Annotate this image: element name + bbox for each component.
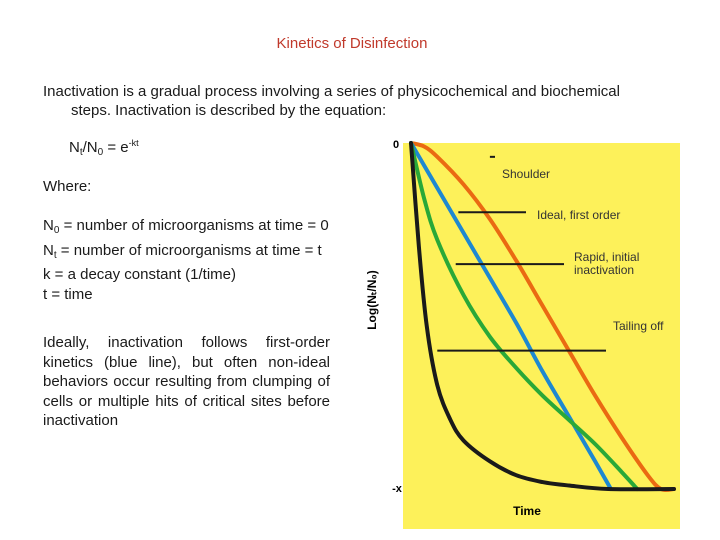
eq-t-sub: t bbox=[79, 147, 83, 158]
eq-n: N bbox=[69, 139, 80, 156]
nt-text: = number of microorganisms at time = t bbox=[56, 241, 322, 259]
annotation-label-2-line2: inactivation bbox=[574, 263, 635, 277]
n0-sub: 0 bbox=[53, 225, 60, 236]
intro-line-2: steps. Inactivation is described by the equation: bbox=[71, 102, 387, 119]
intro-line-1: Inactivation is a gradual process involving a series of physicochemical and biochemical bbox=[43, 83, 620, 100]
eq-exponent: -kt bbox=[128, 138, 139, 148]
eq-slash: /N bbox=[82, 139, 98, 156]
nt-sub: t bbox=[53, 249, 57, 261]
annotation-label-0: Shoulder bbox=[502, 167, 551, 181]
note-paragraph: Ideally, inactivation follows first-order kinetics (blue line), but often non-ideal behaviors occur resulting from clumping of cells or multiple hits of critical sites before inactivation bbox=[43, 334, 330, 429]
definition-t: t = time bbox=[43, 285, 93, 303]
eq-zero-sub: 0 bbox=[97, 147, 104, 158]
nt-symbol: N bbox=[43, 241, 54, 259]
annotation-label-3: Tailing off bbox=[613, 319, 664, 333]
x-axis-label: Time bbox=[513, 504, 541, 518]
annotation-label-1: Ideal, first order bbox=[537, 208, 621, 222]
y-tick-x: -x bbox=[392, 483, 402, 495]
n0-symbol: N bbox=[43, 217, 54, 234]
eq-equals: = e bbox=[103, 139, 129, 156]
n0-text: = number of microorganisms at time = 0 bbox=[59, 217, 329, 234]
definition-k: k = a decay constant (1/time) bbox=[43, 266, 237, 283]
slide-title: Kinetics of Disinfection bbox=[276, 35, 428, 52]
y-axis-label: Log(Nₜ/N₀) bbox=[365, 270, 379, 330]
where-label: Where: bbox=[43, 178, 92, 195]
y-tick-zero: 0 bbox=[392, 139, 400, 151]
annotation-label-2: Rapid, initial bbox=[574, 250, 640, 264]
